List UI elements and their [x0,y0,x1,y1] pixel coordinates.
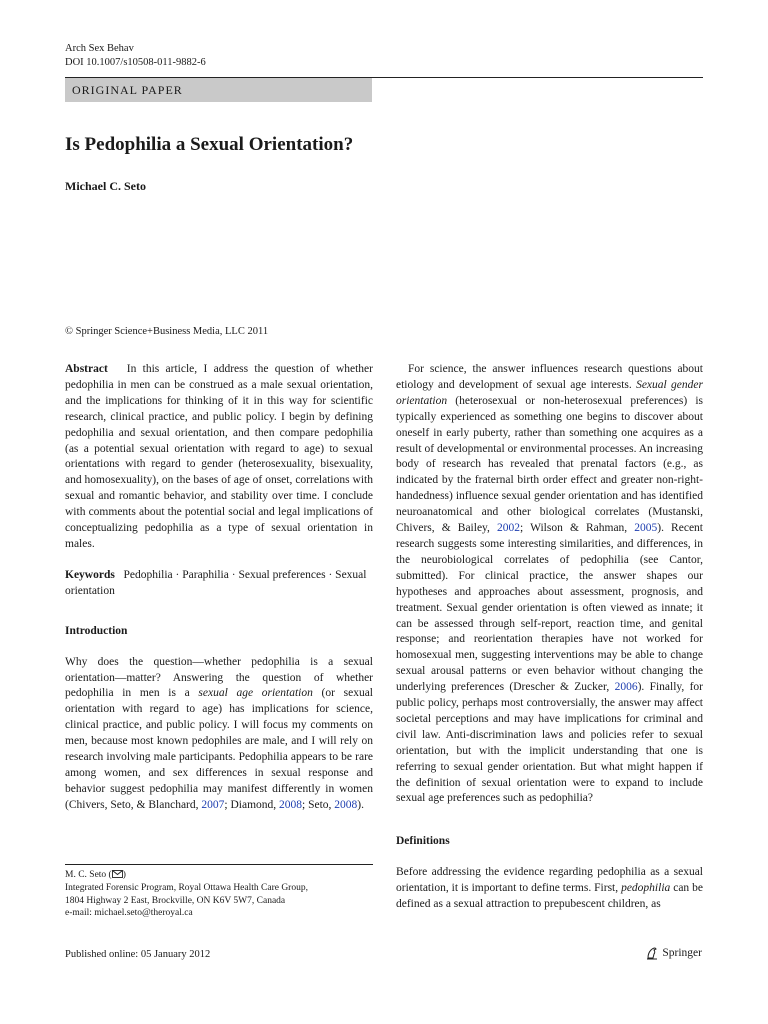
footnote-address: 1804 Highway 2 East, Brockville, ON K6V 5W7, Canada [65,895,286,906]
right-term: Sexual gender orientation [396,378,703,407]
right-text-2: (heterosexual or non-heterosexual preferences) is typically experienced as something one begins to discover about oneself in early puberty, rather than something one acquires as a result of developmental or environmental processes. An increasing body of research has revealed that prenatal factors (e.g., as indicated by the fraternal birth order effect and greater non-right-handedness) influence sexual gender orientation and has identified neuroanatomical and other biological correlates (Mustanski, Chivers, & Bailey, [396,394,703,535]
author-name: Michael C. Seto [65,179,146,193]
footnote-name-line [65,869,308,882]
intro-text-2: (or sexual orientation with regard to age) has implications for science, clinical practice, and public policy. I will focus my comments on men, because most known pedophiles are male, and I will rely on research involving male participants. Pedophilia appears to be rare among women, and sex differences in sexual response and behavior suggest pedophilia may manifest differently in women (Chivers, Seto, & Blanchard, [65,687,373,811]
citation-link-2007[interactable]: 2007 [201,798,225,811]
citation-link-2008a[interactable]: 2008 [279,798,303,811]
footnote-name-close: ) [122,870,126,880]
definitions-heading: Definitions [396,835,450,848]
intro-text-3: ; Diamond, [224,798,280,811]
citation-link-2008b[interactable]: 2008 [334,798,358,811]
left-column [65,362,373,814]
journal-header [65,42,206,70]
envelope-icon[interactable] [112,870,123,878]
keywords-label: Keywords [65,568,115,581]
abstract [65,362,373,553]
right-column [396,362,703,913]
def-text-1: Before addressing the evidence regarding pedophilia as a sexual orientation, it is important to define terms. First, [396,866,703,895]
right-text-3: ; Wilson & Rahman, [520,522,635,535]
keywords-text: Pedophilia · Paraphilia · Sexual preferences · Sexual orientation [65,568,367,597]
intro-text-1: Why does the question—whether pedophilia is a sexual orientation—matter? Answering the question of whether pedophilia in men is a [65,655,373,700]
article-type-banner: ORIGINAL PAPER [65,78,372,102]
author-footnote [65,869,308,920]
doi: DOI 10.1007/s10508-011-9882-6 [65,57,206,68]
publisher-name: Springer [662,947,702,959]
footnote-affiliation: Integrated Forensic Program, Royal Ottawa Health Care Group, [65,882,308,893]
publisher-logo [645,946,702,960]
intro-text-5: ). [357,798,364,811]
introduction-paragraph [65,655,373,814]
intro-term: sexual age orientation [198,687,313,700]
right-text-4: ). Recent research suggests some interesting similarities, and differences, in the neurobiological correlates of pedophilia (see Cantor, submitted). For clinical practice, the answer shapes our hypotheses and approaches about assessment, prognosis, and treatment. Sexual gender orientation is often viewed as innate; it can be assessed through self-report, reaction time, and genital response; and reorientation therapies have not worked for homosexual men, suggesting interventions may be able to change sexual arousal patterns or even behavior without changing the underlying preferences (Drescher & Zucker, [396,522,703,694]
citation-link-2005[interactable]: 2005 [634,522,658,535]
definitions-paragraph [396,865,703,913]
paper-title: Is Pedophilia a Sexual Orientation? [65,134,354,155]
journal-name: Arch Sex Behav [65,43,134,54]
footnote-rule [65,864,373,865]
def-text-2: can be defined as a sexual attraction to prepubescent children, as [396,882,703,911]
intro-text-4: ; Seto, [302,798,335,811]
right-text-5: ). Finally, for public policy, perhaps most controversially, the answer may affect societal perceptions and may have implications for criminal and civil law. Anti-discrimination laws and policies refer to sexual orientation, but with the implicit understanding that one is referring to sexual gender orientation. But what might happen if the definition of sexual orientation were to expand to include sexual age preferences such as pedophilia? [396,681,703,805]
science-paragraph [396,362,703,807]
def-term: pedophilia [621,882,671,895]
citation-link-2002[interactable]: 2002 [497,522,521,535]
keywords [65,568,373,600]
abstract-text: In this article, I address the question of whether pedophilia in men can be construed as a male sexual orientation, and the implications for thinking of it in this way for scientific research, clinical practice, and public policy. I begin by defining pedophilia and sexual orientation, and then compare pedophilia (as a potential sexual orientation with regard to age) to sexual orientations with regard to gender (heterosexuality, bisexuality, and homosexuality), on the bases of age of onset, correlations with sexual and romantic behavior, and stability over time. I conclude with comments about the potential social and legal implications of conceptualizing pedophilia as a type of sexual orientation in males. [65,363,373,550]
right-text-1: For science, the answer influences research questions about etiology and development of sexual age interests. [396,363,703,391]
copyright-line: © Springer Science+Business Media, LLC 2011 [65,326,269,337]
citation-link-2006[interactable]: 2006 [614,681,638,694]
footnote-email[interactable]: e-mail: michael.seto@theroyal.ca [65,908,193,919]
published-date: Published online: 05 January 2012 [65,949,211,960]
footnote-name: M. C. Seto ( [65,870,112,880]
abstract-label: Abstract [65,363,108,375]
introduction-heading: Introduction [65,624,128,637]
springer-horse-icon [645,946,659,960]
